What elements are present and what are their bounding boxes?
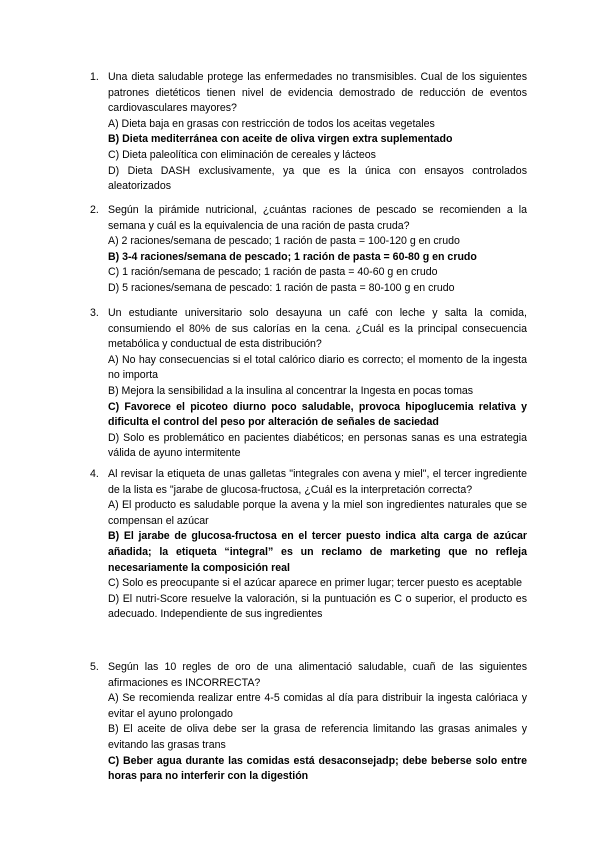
question-text: Un estudiante universitario solo desayuna un café con leche y salta la comida, consumiendo el 80% de sus calorías en la cena. ¿Cuál es la principal consecuencia metabólica y conductual de esta distribución? xyxy=(108,307,527,351)
question-text: Una dieta saludable protege las enfermedades no transmisibles. Cual de los siguientes patrones dietéticos tienen nivel de evidencia demostrado de reducción de eventos cardiovasculares mayores? xyxy=(108,71,527,115)
question-4 xyxy=(90,467,527,623)
option-d: D) El nutri-Score resuelve la valoración, si la puntuación es C o superior, el producto es adecuado. Independiente de sus ingredientes xyxy=(108,592,527,621)
question-3 xyxy=(90,306,527,462)
option-b-correct: B) 3-4 raciones/semana de pescado; 1 ración de pasta = 60-80 g en crudo xyxy=(108,250,477,263)
option-a: A) No hay consecuencias si el total calórico diario es correcto; el momento de la ingesta no importa xyxy=(108,353,527,382)
question-number: 3. xyxy=(90,307,99,319)
question-text: Según las 10 regles de oro de una alimentació saludable, cuañ de las siguientes afirmaciones es INCORRECTA? xyxy=(108,661,527,689)
question-number: 4. xyxy=(90,468,99,480)
question-5 xyxy=(90,660,527,785)
option-d: D) Dieta DASH exclusivamente, ya que es la única con ensayos controlados aleatorizados xyxy=(108,164,527,193)
option-a: A) El producto es saludable porque la avena y la miel son ingredientes naturales que se compensan el azúcar xyxy=(108,499,527,527)
option-c: C) Solo es preocupante si el azúcar aparece en primer lugar; tercer puesto es aceptable xyxy=(108,577,522,590)
option-d: D) Solo es problemático en pacientes diabéticos; en personas sanas es una estrategia válida de ayuno intermitente xyxy=(108,431,527,460)
option-a: A) Dieta baja en grasas con restricción de todos los aceitas vegetales xyxy=(108,117,435,130)
question-number: 5. xyxy=(90,661,99,673)
question-text: Al revisar la etiqueta de unas galletas "integrales con avena y miel", el tercer ingrediente de la lista es "jarabe de glucosa-fructosa, ¿Cuál es la interpretación correcta? xyxy=(108,468,527,496)
option-b: B) Mejora la sensibilidad a la insulina al concentrar la Ingesta en pocas tomas xyxy=(108,384,474,397)
question-number: 2. xyxy=(90,204,99,216)
question-number: 1. xyxy=(90,71,99,83)
question-1 xyxy=(90,70,527,195)
option-a: A) Se recomienda realizar entre 4-5 comidas al día para distribuir la ingesta calóriaca y evitar el ayuno prolongado xyxy=(108,692,527,720)
option-c-correct: C) Beber agua durante las comidas está desaconsejadp; debe beberse solo entre horas para no interferir con la digestión xyxy=(108,754,527,783)
option-c: C) Dieta paleolítica con eliminación de cereales y lácteos xyxy=(108,148,376,161)
option-c-correct: C) Favorece el picoteo diurno poco saludable, provoca hipoglucemia relativa y dificulta el control del peso por alteración de señales de saciedad xyxy=(108,400,527,429)
option-d: D) 5 raciones/semana de pescado: 1 ración de pasta = 80-100 g en crudo xyxy=(108,281,455,294)
option-b-correct: B) Dieta mediterránea con aceite de oliva virgen extra suplementado xyxy=(108,133,453,146)
option-a: A) 2 raciones/semana de pescado; 1 ración de pasta = 100-120 g en crudo xyxy=(108,235,460,248)
question-2 xyxy=(90,203,527,297)
question-text: Según la pirámide nutricional, ¿cuántas raciones de pescado se recomienden a la semana y cuál es la equivalencia de una ración de pasta cruda? xyxy=(108,204,527,232)
option-b-correct: B) El jarabe de glucosa-fructosa en el tercer puesto indica alta carga de azúcar añadida; la etiqueta “integral” es un reclamo de marketing que no refleja necesariamente la composición real xyxy=(108,530,527,574)
option-b: B) El aceite de oliva debe ser la grasa de referencia limitando las grasas animales y evitando las grasas trans xyxy=(108,723,527,751)
option-c: C) 1 ración/semana de pescado; 1 ración de pasta = 40-60 g en crudo xyxy=(108,266,438,279)
